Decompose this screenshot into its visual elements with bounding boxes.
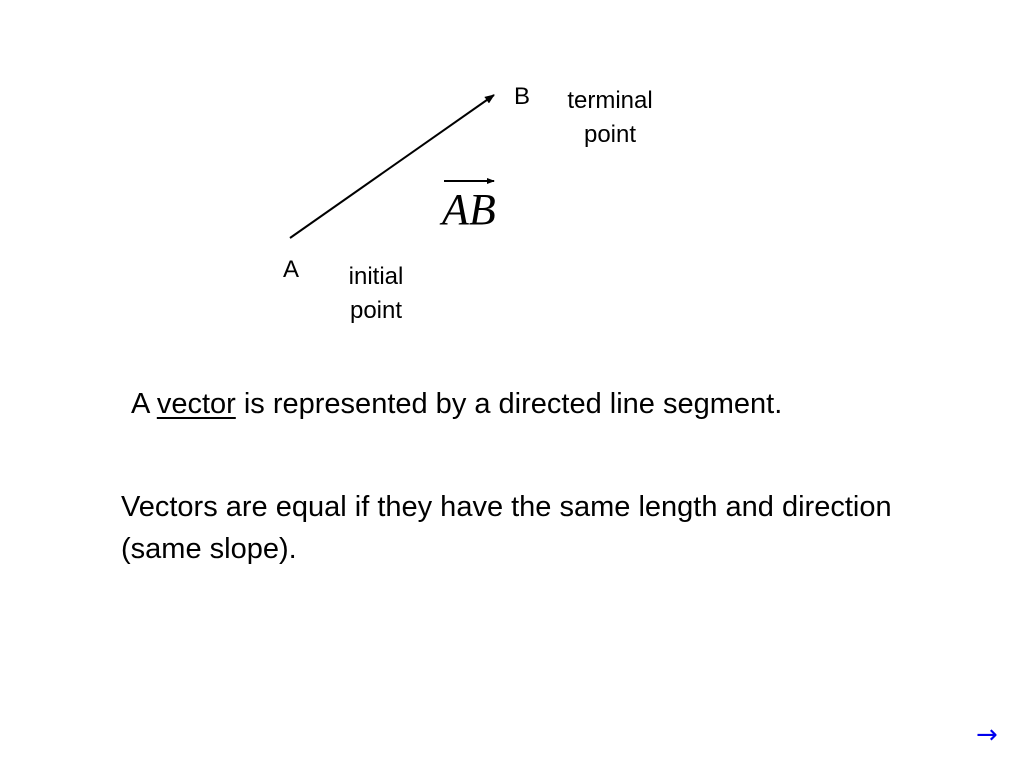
point-a-label: A: [283, 256, 300, 283]
point-b-label: B: [514, 83, 531, 110]
initial-point-label: [326, 260, 426, 328]
definition-suffix: is represented by a directed line segment.: [243, 388, 783, 420]
definition-term: vector: [156, 388, 236, 420]
terminal-point-line-2: point: [583, 121, 637, 148]
vector-definition: [131, 390, 782, 419]
terminal-point-label: [550, 84, 670, 152]
next-slide-arrow-icon[interactable]: →: [976, 720, 998, 750]
initial-point-line-1: initial: [348, 263, 404, 290]
equality-statement: Vectors are equal if they have the same length and direction (same slope).: [121, 491, 892, 565]
vector-notation: AB: [442, 185, 496, 234]
terminal-point-line-1: terminal: [567, 87, 653, 114]
initial-point-line-2: point: [349, 297, 403, 324]
definition-prefix: A: [131, 388, 149, 420]
